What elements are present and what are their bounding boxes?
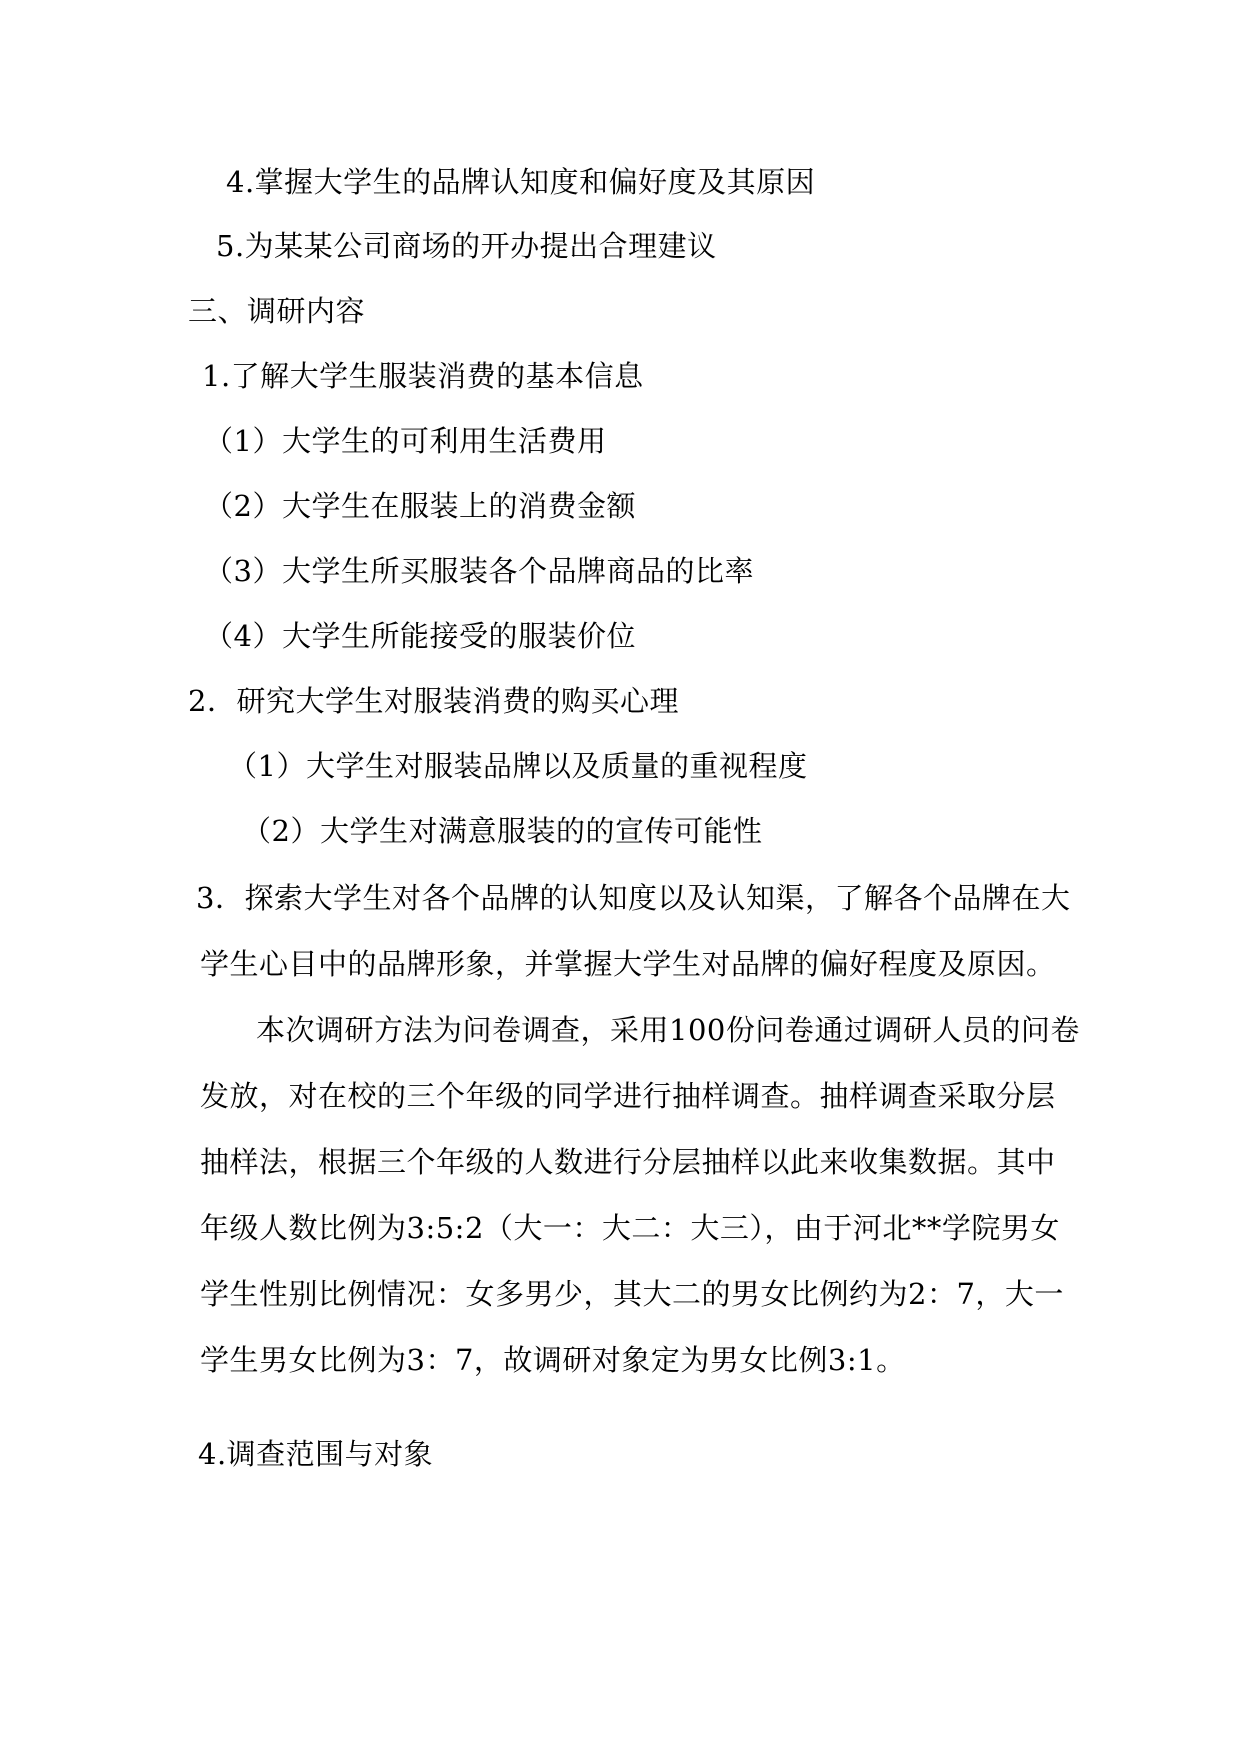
method-paragraph-line-6: 学生男女比例为3：7，故调研对象定为男女比例3:1。 [200,1343,906,1377]
item-3-line-1: 3．探索大学生对各个品牌的认知度以及认知渠，了解各个品牌在大 [196,881,1071,915]
item-1-heading: 1.了解大学生服装消费的基本信息 [202,359,644,393]
item-4-heading: 4.调查范围与对象 [198,1437,434,1471]
method-paragraph-line-5: 学生性别比例情况：女多男少，其大二的男女比例约为2：7，大一 [200,1277,1064,1311]
item-1-sub-3: （3）大学生所买服装各个品牌商品的比率 [204,554,754,588]
objective-5: 5.为某某公司商场的开办提出合理建议 [216,229,717,263]
section-heading-research-content: 三、调研内容 [188,294,366,328]
item-2-sub-1: （1）大学生对服装品牌以及质量的重视程度 [228,749,808,783]
method-paragraph-line-4: 年级人数比例为3:5:2（大一：大二：大三），由于河北**学院男女 [200,1211,1060,1245]
method-paragraph-line-2: 发放，对在校的三个年级的同学进行抽样调查。抽样调查采取分层 [200,1079,1056,1113]
item-1-sub-1: （1）大学生的可利用生活费用 [204,424,607,458]
method-paragraph-line-1: 本次调研方法为问卷调查，采用100份问卷通过调研人员的问卷 [256,1013,1080,1047]
item-1-sub-4: （4）大学生所能接受的服装价位 [204,619,636,653]
item-1-sub-2: （2）大学生在服装上的消费金额 [204,489,636,523]
item-3-line-2: 学生心目中的品牌形象，并掌握大学生对品牌的偏好程度及原因。 [200,947,1056,981]
method-paragraph-line-3: 抽样法，根据三个年级的人数进行分层抽样以此来收集数据。其中 [200,1145,1056,1179]
item-2-heading: 2．研究大学生对服装消费的购买心理 [188,684,679,718]
objective-4: 4.掌握大学生的品牌认知度和偏好度及其原因 [226,165,816,199]
item-2-sub-2: （2）大学生对满意服装的的宣传可能性 [242,814,763,848]
